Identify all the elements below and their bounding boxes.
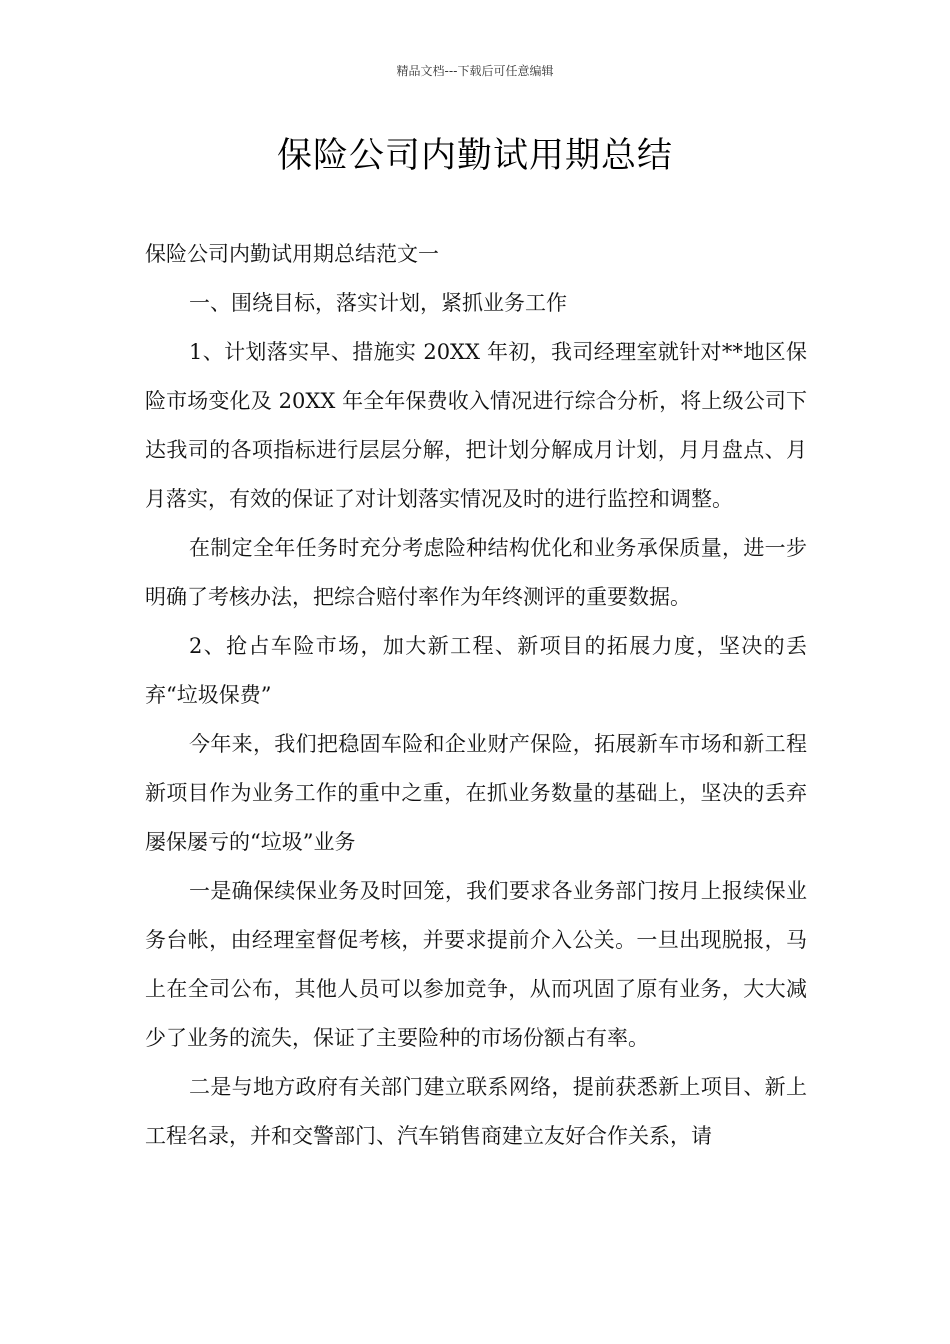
paragraph-6: 一是确保续保业务及时回笼，我们要求各业务部门按月上报续保业务台帐，由经理室督促考核，并要求提前介入公关。一旦出现脱报，马上在全司公布，其他人员可以参加竞争，从而巩固了原有业务，大大减少了业务的流失，保证了主要险种的市场份额占有率。 — [145, 879, 807, 1050]
paragraph-7: 二是与地方政府有关部门建立联系网络，提前获悉新上项目、新上工程名录，并和交警部门、汽车销售商建立友好合作关系，请 — [145, 1075, 807, 1148]
paragraph-5: 今年来，我们把稳固车险和企业财产保险，拓展新车市场和新工程新项目作为业务工作的重中之重，在抓业务数量的基础上，坚决的丢弃屡保屡亏的“垃圾”业务 — [145, 732, 807, 854]
paragraph-4: 2、抢占车险市场，加大新工程、新项目的拓展力度，坚决的丢弃“垃圾保费” — [145, 634, 807, 707]
document-title: 保险公司内勤试用期总结 — [276, 136, 673, 176]
section-heading: 保险公司内勤试用期总结范文一 — [145, 242, 439, 266]
paragraph-1: 一、围绕目标，落实计划，紧抓业务工作 — [189, 291, 567, 315]
document-body — [145, 230, 807, 1161]
paragraph-2: 1、计划落实早、措施实 20XX 年初，我司经理室就针对**地区保险市场变化及 20XX 年全年保费收入情况进行综合分析，将上级公司下达我司的各项指标进行层层分解，把计划分解成月计划，月月盘点、月月落实，有效的保证了对计划落实情况及时的进行监控和调整。 — [145, 340, 807, 511]
paragraph-3: 在制定全年任务时充分考虑险种结构优化和业务承保质量，进一步明确了考核办法，把综合赔付率作为年终测评的重要数据。 — [145, 536, 807, 609]
header-note: 精品文档---下载后可任意编辑 — [396, 64, 554, 78]
